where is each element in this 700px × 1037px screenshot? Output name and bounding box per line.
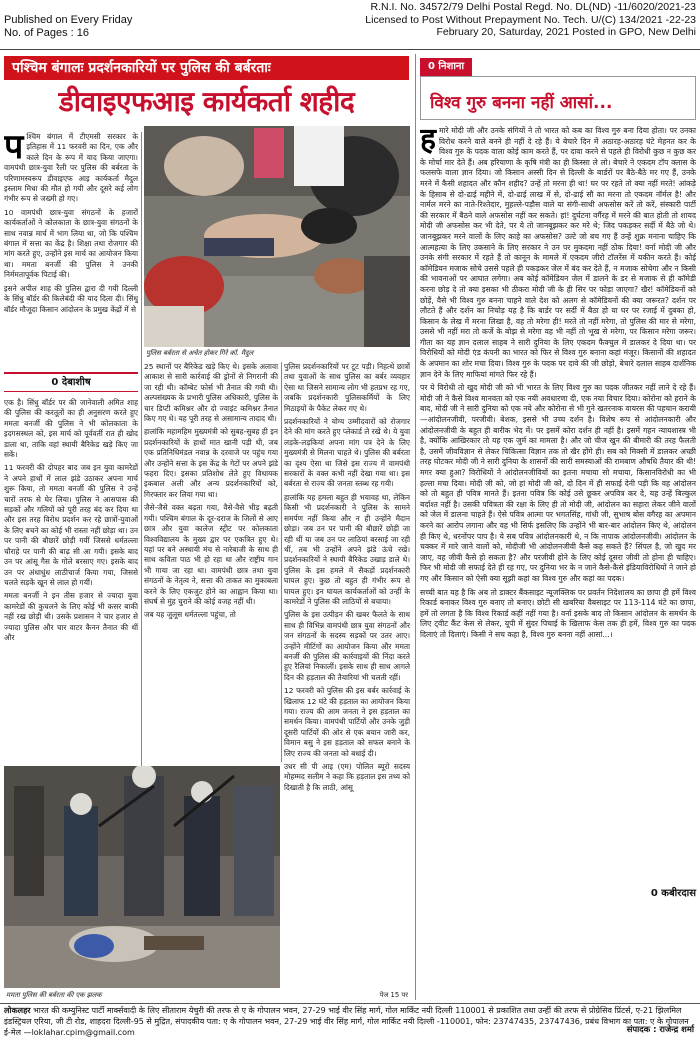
license-line: Licensed to Post Without Prepayment No. Tech. U/(C) 134/2021 -22-23 <box>365 13 696 26</box>
injured-activist-image <box>144 126 410 347</box>
imprint-text-block <box>4 1005 696 1027</box>
lead-paragraph: 10 वामपंथी छात्र-युवा संगठनों के हजारों कार्यकर्ताओं ने कोलकाता के छात्र-युवा संगठनों के साथ नवान्न मार्च में भाग लिया था, जो कि पश्चिम बंगाल में सत्ता का केंद्र है। शिक्षा तथा रोजगार की मांग करते हुए, उन्होंने इस मार्च का आयोजन किया था। ममता बनर्जी की पुलिस ने उनकी निर्ममतापूर्वक पिटाई की। <box>4 207 138 280</box>
protest-photo-2 <box>4 766 280 988</box>
debashish-paragraph: 11 फरवरी की दोपहर बाद जब इन युवा कामरेडों ने अपने हाथों में लाल झंडे उठाकर अपना मार्च शुरू किया, तो ममता बनर्जी की पुलिस ने उन्हें चारों तरफ से घेर लिया। पुलिस ने आसपास की सड़कों और गलियों को पूरी तरह बंद कर दिया था और इस तरह विरोध प्रदर्शन कर रहे छात्रों-युवाओं के लिए बचने का कोई भी रास्ता नहीं छोड़ा था। उन पर पानी की बौछारें छोड़ी गयीं जिससे धर्मतल्ला चौराहे पर पानी की बाढ़ सी आ गयी। इसके बाद उन पर आंसू गैस के गोले बरसाए गए। इसके बाद उन पर अंधाधुंध लाठीचार्ज किया गया, जिससे चलते सड़कें खून से लाल हो गयीं। <box>4 463 138 587</box>
editorial-paragraph: मारे मोदी जी और उनके संगियों ने तो भारत को कब का विश्व गुरु बना दिया होता। पर उनका विरोध करने वाले बनने ही नहीं दे रहे हैं। ये बेचारे दिन में अठारह-अठारह घंटे मेहनत कर के विश्व गुरु के पदक वाला कोई काम करते हैं, पर दावा करने से पहले ही विरोधी कुछ न कुछ कर के मोर्चा मार देते हैं। अब हरियाणा के कृषि मंत्री का ही किस्सा ले लो। बेचारे ने एकदम टॉप क्लास के फलसफे वाला ज्ञान दिया। जो किसान अस्सी दिन से दिल्ली के बार्डरों पर बैठे-बैठे मर गए हैं, उनके मरने में कैसी शहादत और कौन शहीद? उन्हें तो मरना ही था! घर पर रहते तो क्या नहीं मरते! आंकड़े के हिसाब से दो-ढाई महीने में, दो-ढाई लाख में से, दो-ढाई सौ का मरना तो एकदम नॉर्मल है! और नार्मल मरने का नाते-रिश्तेदार, मुहल्ले-पड़ौस वाले या संगी-साथी अफसोस करें तो करें, संस्कारी पार्टी की सरकार में बैठने वाले अफसोस नहीं कर सकते। हां! दुर्घटना वर्गैरह में मरने की बात होती तो शायद मोदी जी अफसोस कर भी देते, पर ये तो जानबूझकर कर मरे थे; जिद पकड़कर सर्दी में बैठे जो थे। जानबूझकर मरने वालों के लिए काहे का अफसोस? उल्टे जो बच गए हैं उन्हें शुक्र मनाना चाहिए कि आत्महत्या के लिए उकसाने के लिए सरकार ने उन पर मुकदमा नहीं ठोक दिया! वर्ना मोदी जी और उनके संगी सरकार में रहते हैं तो कानून के मामले में एकदम जीरो टॉलरेंस में यकीन करते हैं। कोई कॉमेडियन मजाक सोचे उससे पहले ही पकड़कर जेल में बंद कर देते हैं, न मजाक सोचेगा और न किसी की भावनाओं पर आघात लगेगा। अब कोई कॉमेडियन जेल में डालने के डर से मजाक से ही कॉमेडी करना छोड़ दे तो क्या इसका भी ठीकरा मोदी जी के ही सिर पर फोड़ा जाएगा? खैर! कॉमेडियनों को छोड़ें, वैसे भी विश्व गुरु बनना चाहने वाले देश को अलग से कॉमेडियनों की क्या जरूरत? दर्शन पर लौटते हैं और दर्शन का निचोड़ यह है कि बार्डर पर सर्दी में बैठा हो या घर पर रजाई में दुबका हो, किसान के लेख में मरना लिखा है, वह तो मरेगा ही! मरते तो नहीं मरेगा, तो पुलिस की मार से मरेगा, उससे भी नहीं मरा तो कर्जे के बोझ से मरेगा वह भी नहीं तो भूख से मरेगा, पर किसान मरेगा जरूर। गीता का यह ज्ञान दलाल साहब ने सारी दुनिया के लिए एकदम फैक्चुल में डालकर दे दिया था। पर विरोधियों को मोदी एंड कंपनी का भारत को फिर से विश्व गुरु बनाना कहां मंजूर। किसानों की शहादत के अपमान का शोर मचा दिया। विश्व गुरु के पदक पर दावे की जी छोड़ो, बेचारे दलाल साहब दार्शनिक ज्ञान देने के लिए माफियां मांगते फिर रहे हैं। <box>420 126 696 379</box>
editorial-body <box>420 126 696 884</box>
editorial-byline: 0 कबीरदास <box>650 888 696 899</box>
photo-caption: पुलिस बर्बरता से अचेत होकर गिरे कॉ. मैदुल <box>146 349 254 357</box>
lead-paragraph: हालांकि महामहिम मुख्यमंत्री को सुबह-सुबह ही इन प्रदर्शनकारियों के हाथों मात खानी पड़ी थी, जब एक प्रतिनिधिमंडल नवान्न के दरवाजे पर पहुंच गया और उन्होंने सत्ता के इस केंद्र के गेटों पर अपने झंडे फहरा दिए। इसका प्रतिशोध लेते हुए विधायक इकबाल अली और अन्य प्रदर्शनकारियों को, गिरफ्तार कर लिया गया था। <box>144 427 278 499</box>
dateline: February 20, Saturday, 2021 Posted in GPO, New Delhi <box>436 26 696 38</box>
masthead-left <box>4 14 132 40</box>
footer-email: ई-मेल —loklahar.cpim@gmail.com <box>4 1028 135 1037</box>
editorial-paragraph: पर ये विरोधी तो खुद मोदी जी को भी भारत के लिए विश्व गुरु का पदक जीतकर नहीं लाने दे रहे हैं। मोदी जी ने कैसे विश्व मानवता को एक नयी अवधारणा दी, एक नया विचार दिया। कोरोना को हराने के बाद, मोदी जी ने सारी दुनिया को एक नये और कोरोना से भी गुने खतरनाक वायरस की पहचान करायी—आंदोलनजीवी, परजीवी। बेशक, इससे भी उच्च दर्शन है। विशेष रूप से आंदोलनकारी और आंदोलनजीवी के बहुत ही बारीक भेद में। पर इसमें कोरा दर्शन ही नहीं है। इसमें गहन न्यायशास्त्र भी है, क्योंकि आखिरकार तो यह एक जुर्म का मामला है। और जो चीज खुन की बीमारी की तरह फैलती है, उसमें जीवविज्ञान से लेकर चिकित्सा विज्ञान तक तो खैर होंगे ही। सब को मिक्सी में डालकर अच्छी तरह घोटकर मोदी जी ने सारी दुनिया के शासनों की सारी समस्याओं की रामबाण औषधि तैयार की थी! मगर क्या हुआ? विरोधियों ने आंदोलनजीवियों का इतना मचाया सो मचाया, किसानविरोधी का भी हल्ला मचा दिया। मोदी जी को, जो हां मोदी जी को, दो दिन में ही सफाई देनी पड़ी कि वह आंदोलन को तो बहुत ही पवित्र मानते हैं। इतना पवित्र कि कोई उसे छूकर अपवित्र कर दे, यह उन्हें बिल्कुल बर्दाश्त नहीं है। उसकी पवित्रता की रक्षा के लिए ही तो मोदी जी, आंदोलन का सहारा लेकर जीने वालों को जेल में डालना चाहते हैं। ऐसे पवित्र आत्मा पर भगतसिंह, गांधी जी, सुभाष बोस वगैरह का अपमान करने का आरोप लगाना और वह भी सिर्फ इसलिए कि उन्होंने भी बार-बार आंदोलन किए थे, आंदोलन ही किए थे, धरनोंपर पाप है। ये सब पवित्र आंदोलनकारी थे, न कि नापाक आंदोलनजीवी। आंदोलन के चक्कर में मारे जाने वालों को, मोदीजी भी आंदोलनजीवी कैसे कह सकते हैं? सिंपल है, जो खुद मर जाए, वह जीवी कैसे हो सकता है? और परजीवी होने के लिए कोई दूसरा जीवी तो होना ही चाहिए। फिर भी मोदी जी सफाई देते ही रह गए, पर दुनिया भर के न जाने कैसे-कैसे इंडियाविरोधियों ने जाने हो गए और किसान को ऐसी क्या सूझी कहां का विश्व गुरु और कहां का पदक। <box>420 383 696 583</box>
registration-line: R.N.I. No. 34572/79 Delhi Postal Regd. No. DL(ND) -11/6020/2021-23 <box>370 1 696 13</box>
editorial-title: विश्व गुरु बनना नहीं आसां... <box>430 93 613 113</box>
lead-column-1 <box>4 132 138 370</box>
column-rule <box>281 362 282 762</box>
section-divider <box>415 54 416 1000</box>
lead-paragraph: पुलिस प्रदर्शनकारियों पर टूट पड़ी। निहत्थे छात्रों तथा युवाओं के साथ पुलिस का बर्बर व्यवहार ऐसा था जिसने सामान्य लोग भी हतप्रभ रह गए, जबकि प्रदर्शनकारी पुलिसकर्मियों के लिए मिठाइयों के पैकेट लेकर गए थे। <box>284 362 410 413</box>
protest-photo-1 <box>144 126 410 347</box>
lead-paragraph: जब यह जुलूस धर्मतल्ला पहुंचा, तो <box>144 610 236 620</box>
lead-paragraph: श्चिम बंगाल में टीएमसी सरकार के इतिहास में 11 फरवरी का दिन, एक और काले दिन के रूप में याद किया जाएगा। वामपंथी छात्र-युवा रैली पर पुलिस की बर्बरता के परिणामस्वरूप डीवाइएफ आइ कार्यकर्ता मैदुल इस्लाम मिधा की मौत हो गयी और दूसरे कई लोग गंभीर रूप से जख्मी हो गए। <box>4 132 138 204</box>
lead-paragraph: इसने अपील शाह की पुलिस द्वारा दी गयी दिल्ली के सिंधु बॉर्डर की किलेबंदी की याद दिला दी। सिंधु बॉर्डर मौजूदा किसान आंदोलन के प्रमुख केंद्रों में से <box>4 283 138 314</box>
continued-line: पेज 15 पर <box>379 991 408 999</box>
lead-paragraph: प्रदर्शनकारियों ने योग्य उम्मीदवारों को रोजगार देने की मांग करते हुए प्लेकार्ड ले रखे थे। ये युवा लड़के-लड़कियां अपना मांग पत्र देने के लिए मुख्यमंत्री से मिलना चाहते थे। पुलिस की बर्बरता का दृश्य ऐसा था जिसे इस राज्य में वामपंथी सरकारों के वक्त कभी नहीं देखा गया था। इस बर्बरता से राज्य की जनता स्तब्ध रह गयी। <box>284 417 410 489</box>
imprint-footer <box>0 1003 700 1037</box>
lead-paragraph: हालांकि यह हमला बहुत ही भयावह था, लेकिन किसी भी प्रदर्शनकारी ने पुलिस के सामने समर्पण नहीं किया और न ही उन्होंने मैदान छोड़ा। जब उन पर पानी की बौछारें छोड़ी जा रही थीं या जब उन पर लाठियां बरसाई जा रही थीं, तब भी उन्होंने अपने झंडे ऊंचे रखे। प्रदर्शनकारियों ने स्थायी बैरिकेड उखाड़ डाले थे। पुलिस के इस हमले में सैकड़ों प्रदर्शनकारी घायल हुए। कुछ तो बहुत ही गंभीर रूप से घायल हुए। इन घायल कार्यकर्ताओं को उन्हीं के कामरेडों ने पुलिस की लाठियों से बचाया। <box>284 492 410 606</box>
lead-paragraph: उधर सी पी आइ (एम) पोलित ब्यूरो सदस्य मोहम्मद सलीम ने कहा कि हड़ताल इस तथ्य को दिखाती है कि लाठी, आंसू <box>284 762 410 792</box>
publication-frequency: Published on Every Friday <box>4 14 133 26</box>
lead-paragraph: जैसे-जैसे वक्त बढ़ता गया, वैसे-वैसे भीड़ बढ़ती गयी। पश्चिम बंगाल के दूर-दराज के जिलों से आए छात्र और युवा कालेज स्ट्रीट पर कोलकाता विश्वविद्यालय के मुख्य द्वार पर एकत्रित हुए थे। यहां पर बने अस्थायी मंच से नारेबाजी के साथ ही साथ कविता पाठ भी हो रहा था और राष्ट्रीय गान भी गाया जा रहा था। वामपंथी छात्र तथा युवा संगठनों के नेतृत्व ने, सत्ता की ताकत का मुकाबला करने के लिए एकजुट होने का आह्वान किया था। संघर्ष से मुंह चुराने की कोई वजह नहीं थी। <box>144 503 278 606</box>
page-count: No. of Pages : 16 <box>4 27 89 39</box>
photo-caption: ममता पुलिस की बर्बरता की एक झलक <box>6 991 102 999</box>
debashish-column <box>4 398 138 804</box>
lead-paragraph: 25 स्थानों पर बैरिकेड खड़े किए थे। इसके अलावा आकाश से सारी कार्रवाई की ड्रोनों से निगरानी की जा रही थी। कॉम्बेट फोर्स भी तैनात की गयी थी। अल्पसंख्यक के प्रभारी पुलिस अधिकारी, पुलिस के चार डिप्टी कमिश्नर और दो ज्वाइंट कमिश्नर तैनात किए गए थे। यह पूरी तरह से असामान्य तादाद थी। <box>144 362 278 424</box>
lead-paragraph: पुलिस के इस उत्पीड़न की खबर फैलते के साथ साथ ही विभिन्न वामपंथी छात्र युवा संगठनों और जन संगठनों के सदस्य सड़कों पर उतर आए। उन्होंने मीटिंगों का आयोजन किया और ममता बनर्जी की पुलिस की कार्रवाइयों की निंदा करते हुए रैलियां निकालीं। इसके साथ ही साथ आगले दिन की हड़ताल की तैयारियां भी चलती रहीं। <box>284 610 410 682</box>
lead-headline: डीवाइएफआइ कार्यकर्ता शहीद <box>58 85 355 118</box>
masthead-right <box>365 1 696 39</box>
masthead <box>0 0 700 50</box>
imprint-text: भारत की कम्युनिस्ट पार्टी मार्क्सवादी के लिए सीताराम येचुरी की तरफ से ए के गोपालन भवन, 27-29 भाई वीर सिंह मार्ग, गोल मार्किट नयी दिल्ली 110001 से प्रकाशित तथा उन्हीं की तरफ से प्रोग्रेसिव प्रिंटर्स, ए-21 झिलमिल इंडस्ट्रियल एरिया, जी टी रोड, शाहदरा दिल्ली-95 से मुद्रित, संपादकीय पता: ए के गोपालन भवन, 27-29 भाई वीर सिंह मार्ग, गोल मार्किट नयी दिल्ली -110001, फोन: 23747435, 23747436, प्रबंध विभाग का पता: ए के गोपालन <box>4 1006 689 1026</box>
author-box: 0 देबाशीष <box>4 372 138 392</box>
debashish-paragraph: एक है। सिंधु बॉर्डर पर की जानेवाली अमित शाह की पुलिस की करतूतों का ही अनुसरण करते हुए ममता बनर्जी की पुलिस ने भी कोलकाता के इदगसस्थल को, इस मार्च को पूर्ववर्ती रात ही खोद डाला था, ताकि वहां स्थायी बैरिकेड खड़े किए जा सकें। <box>4 398 138 460</box>
dropcap: प <box>4 132 24 167</box>
footer-editor: संपादक : राजेन्द्र शर्मा <box>626 1024 694 1034</box>
lead-column-2 <box>144 362 278 762</box>
lead-column-3 <box>284 362 410 990</box>
debashish-paragraph: ममता बनर्जी ने इन तीस हजार से ज्यादा युवा कामरेडों की कुचलने के लिए कोई भी कसर बाकी नहीं रख छोड़ी थी। उसके प्रशासन ने चार हजार से ज्यादा पुलिस और चार वाटर कैनन तैनात की थीं और <box>4 591 138 642</box>
editorial-paragraph: सच्ची बात यह है कि अब तो डाक्टर बैंकसाइट न्यूजक्लिक पर प्रवर्तन निदेशालय का छापा ही हमें विश्व रिकार्ड बनाकर विश्व गुरु बनाए तो बनाए। छोटी सी खबरिया वैबसाइट पर 113-114 घंटे का छापा, हमें तो लगता है कि विश्व रिकार्ड कहीं नहीं गया है। वर्ना इसके बाद तो किसान आंदोलन के समर्थन के लिए ट्वीट कैंट केस से लेकर, यूपी में सुंदर पिचाई के खिलाफ केस तक ही हमें, विश्व गुरु का पदक दिलाएं तो दिलाएं। किसी ने सच कहा है, विश्व गुरु बनना नहीं आसां...। <box>420 587 696 639</box>
editorial-dropcap: ह <box>420 126 436 157</box>
footer-brand: लोकलहर <box>4 1006 31 1015</box>
lead-paragraph: 12 फरवरी को पुलिस की इस बर्बर कार्रवाई के खिलाफ 12 घंटे की हड़ताल का आयोजन किया गया। राज्य की आम जनता ने इस हड़ताल का समर्थन किया। वामपंथी पार्टियों और उनके जुड़ी दूसरी पार्टियों की ओर से एक बयान जारी कर, विमान बसु ने इस हड़ताल को सफल बनाने के लिए राज्य की जनता को बधाई दी। <box>284 686 410 758</box>
editorial-tag: 0 निशाना <box>420 58 472 76</box>
police-baton-charge-image <box>4 766 280 988</box>
column-rule <box>141 132 142 802</box>
lead-kicker: पश्चिम बंगालः प्रदर्शनकारियों पर पुलिस की बर्बरताः <box>4 56 409 80</box>
